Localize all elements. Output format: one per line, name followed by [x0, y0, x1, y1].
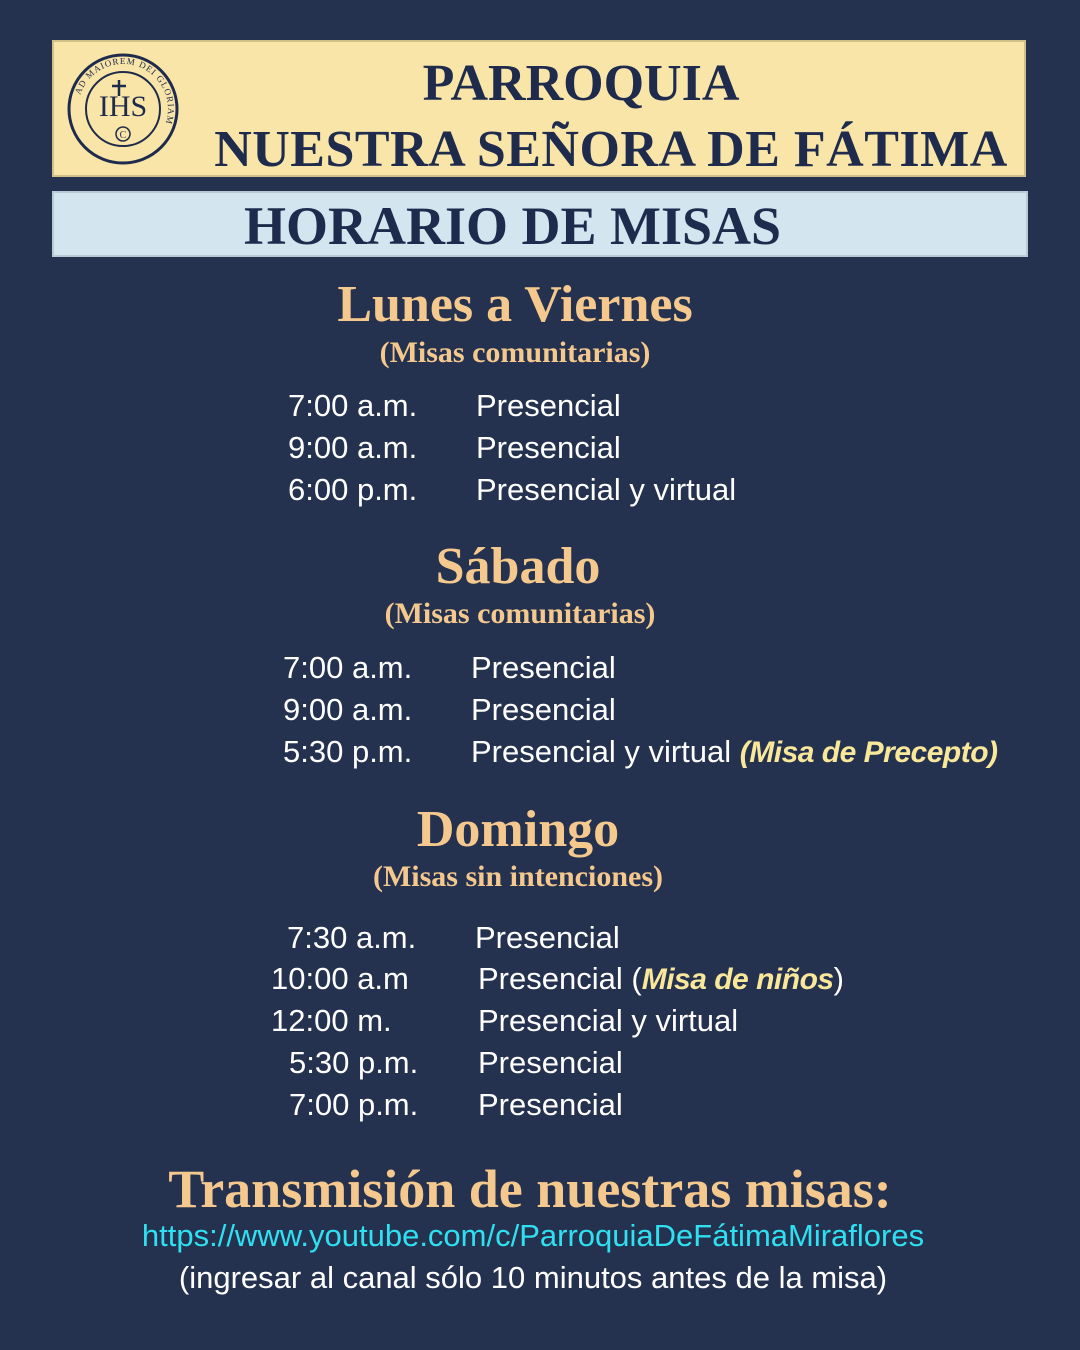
- sunday-type: Presencial: [478, 961, 623, 996]
- weekday-time: 7:00 a.m.: [288, 388, 418, 423]
- weekday-time: 6:00 p.m.: [288, 472, 418, 507]
- open-paren: (: [631, 961, 642, 996]
- sunday-time: 10:00 a.m: [271, 961, 409, 996]
- seal-bottom-letter: C: [119, 130, 127, 141]
- weekday-note: (Misas comunitarias): [379, 336, 651, 369]
- weekday-time: 9:00 a.m.: [288, 430, 418, 465]
- seal-ring-text: AD MAIOREM DEI GLORIAM: [72, 55, 177, 126]
- saturday-title: Sábado: [435, 538, 601, 595]
- saturday-time: 5:30 p.m.: [283, 734, 413, 769]
- sunday-time: 12:00 m.: [271, 1003, 392, 1038]
- weekday-type: Presencial y virtual: [476, 472, 737, 507]
- youtube-channel-link[interactable]: https://www.youtube.com/c/ParroquiaDeFátimaMiraflores: [141, 1218, 925, 1253]
- sunday-type: Presencial: [478, 1087, 623, 1122]
- sunday-type: Presencial: [478, 1045, 623, 1080]
- transmission-title: Transmisión de nuestras misas:: [168, 1159, 892, 1219]
- saturday-time: 9:00 a.m.: [283, 692, 413, 727]
- parish-title-line2: NUESTRA SEÑORA DE FÁTIMA: [214, 121, 1008, 178]
- sunday-type: Presencial y virtual: [478, 1003, 739, 1038]
- sunday-note: (Misas sin intenciones): [372, 860, 663, 893]
- saturday-type: Presencial y virtual: [471, 734, 732, 769]
- sunday-type-row: [478, 961, 844, 997]
- precept-mass-note: (Misa de Precepto): [739, 736, 998, 769]
- weekday-type: Presencial: [476, 388, 621, 423]
- transmission-note: (ingresar al canal sólo 10 minutos antes de la misa): [178, 1260, 888, 1295]
- sunday-title: Domingo: [416, 801, 620, 858]
- sunday-time: 5:30 p.m.: [289, 1045, 419, 1080]
- parish-header: [52, 40, 1026, 177]
- close-paren: ): [833, 961, 844, 996]
- weekday-title: Lunes a Viernes: [337, 276, 693, 333]
- seal-ihs-text: IHS: [98, 90, 148, 123]
- sunday-time: 7:00 p.m.: [289, 1087, 419, 1122]
- saturday-note: (Misas comunitarias): [384, 597, 656, 630]
- sunday-time: 7:30 a.m.: [287, 920, 417, 955]
- saturday-type: Presencial: [471, 650, 616, 685]
- children-mass-note: Misa de niños: [641, 963, 834, 996]
- saturday-time: 7:00 a.m.: [283, 650, 413, 685]
- saturday-type-row: [471, 734, 998, 770]
- weekday-type: Presencial: [476, 430, 621, 465]
- schedule-title: HORARIO DE MISAS: [243, 196, 782, 256]
- schedule-banner: [52, 191, 1028, 257]
- saturday-type: Presencial: [471, 692, 616, 727]
- sunday-type: Presencial: [475, 920, 620, 955]
- parish-title-line1: PARROQUIA: [422, 55, 740, 112]
